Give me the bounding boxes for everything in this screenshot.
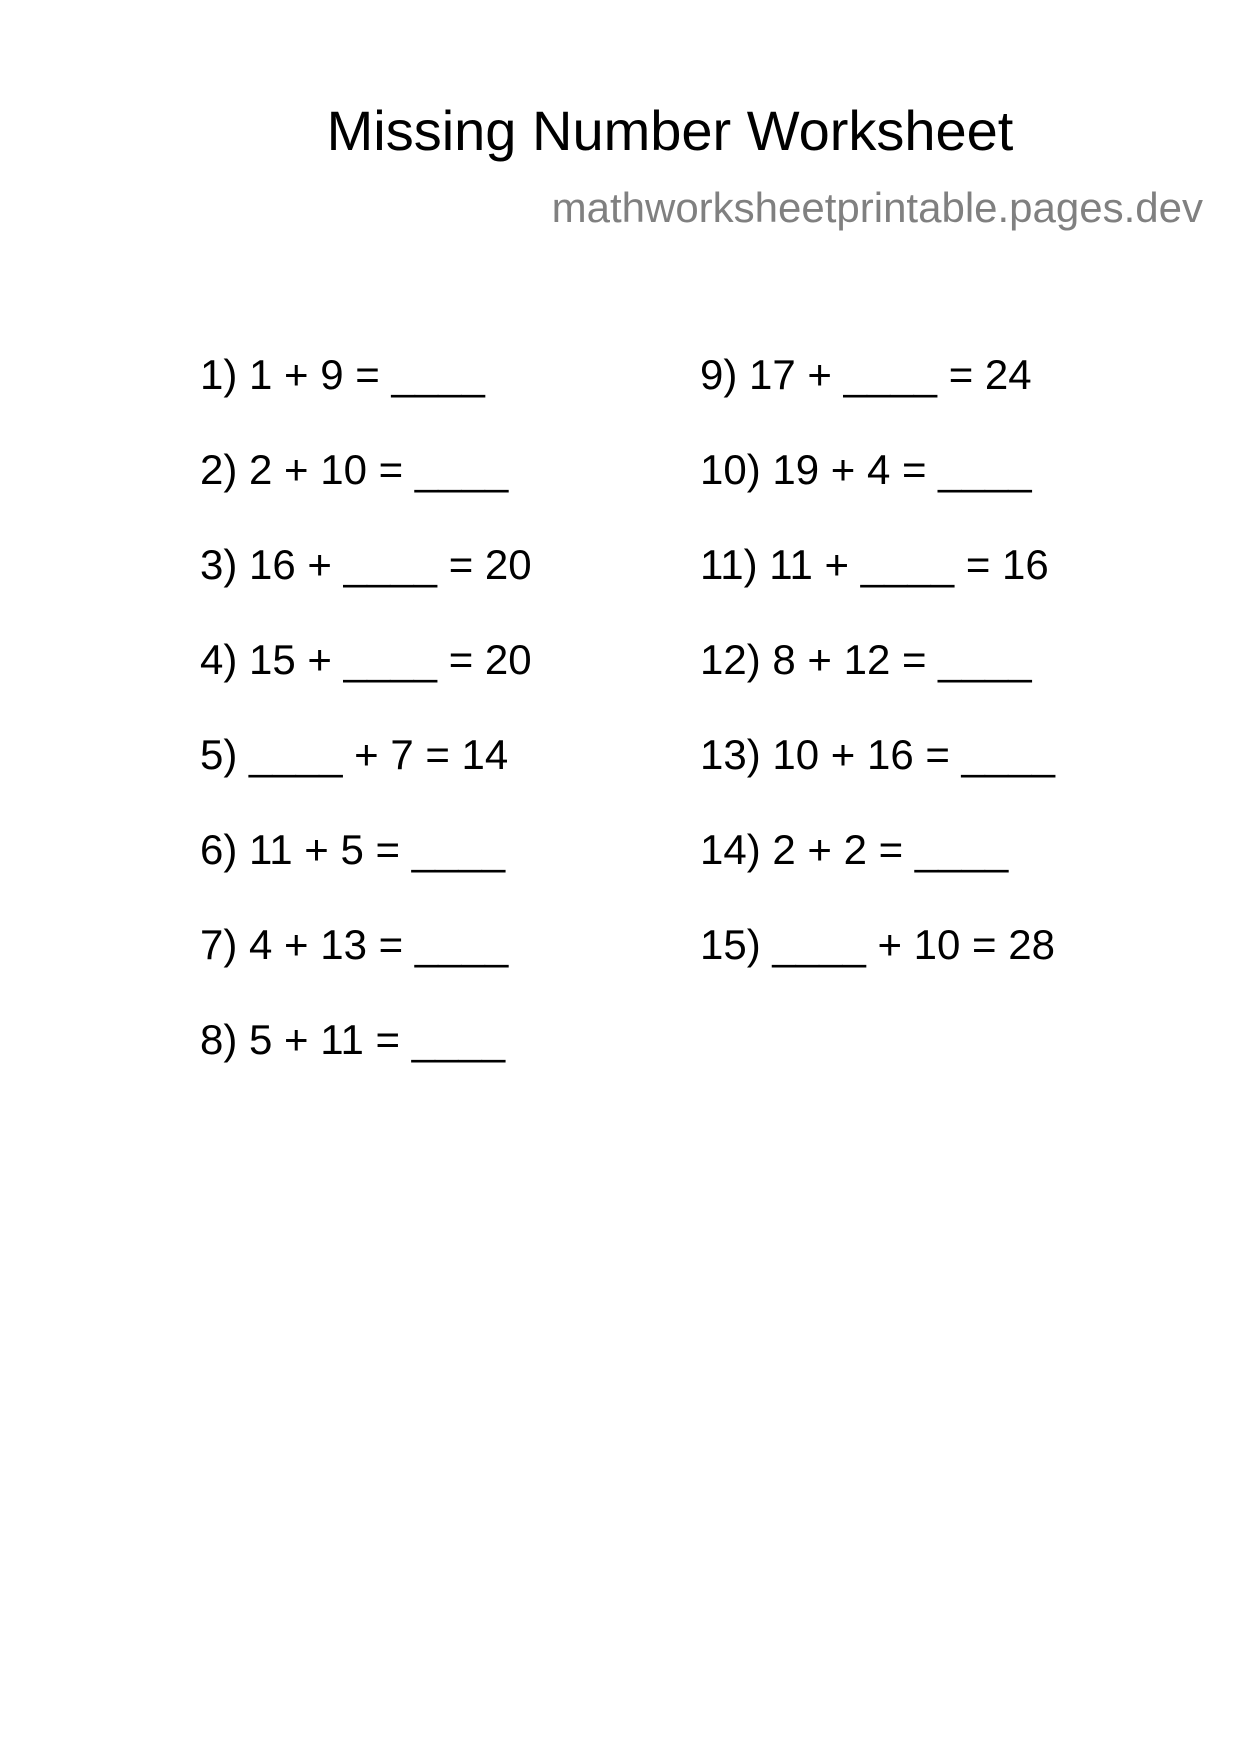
problem-12: 12) 8 + 12 = ____: [700, 636, 1032, 683]
problems-column-left: [200, 350, 532, 1110]
problems-column-right: [700, 350, 1055, 1015]
problem-3: 3) 16 + ____ = 20: [200, 541, 532, 588]
problem-10: 10) 19 + 4 = ____: [700, 446, 1032, 493]
problem-1: 1) 1 + 9 = ____: [200, 351, 485, 398]
problem-7: 7) 4 + 13 = ____: [200, 921, 509, 968]
problem-8: 8) 5 + 11 = ____: [200, 1016, 506, 1063]
problem-14: 14) 2 + 2 = ____: [700, 826, 1009, 873]
problem-9: 9) 17 + ____ = 24: [700, 351, 1032, 398]
problem-15: 15) ____ + 10 = 28: [700, 921, 1055, 968]
problem-4: 4) 15 + ____ = 20: [200, 636, 532, 683]
problem-6: 6) 11 + 5 = ____: [200, 826, 506, 873]
source-url: mathworksheetprintable.pages.dev: [551, 184, 1203, 231]
problem-2: 2) 2 + 10 = ____: [200, 446, 509, 493]
worksheet-title: Missing Number Worksheet: [326, 99, 1014, 162]
problem-5: 5) ____ + 7 = 14: [200, 731, 509, 778]
problem-11: 11) 11 + ____ = 16: [700, 541, 1049, 588]
problem-13: 13) 10 + 16 = ____: [700, 731, 1055, 778]
